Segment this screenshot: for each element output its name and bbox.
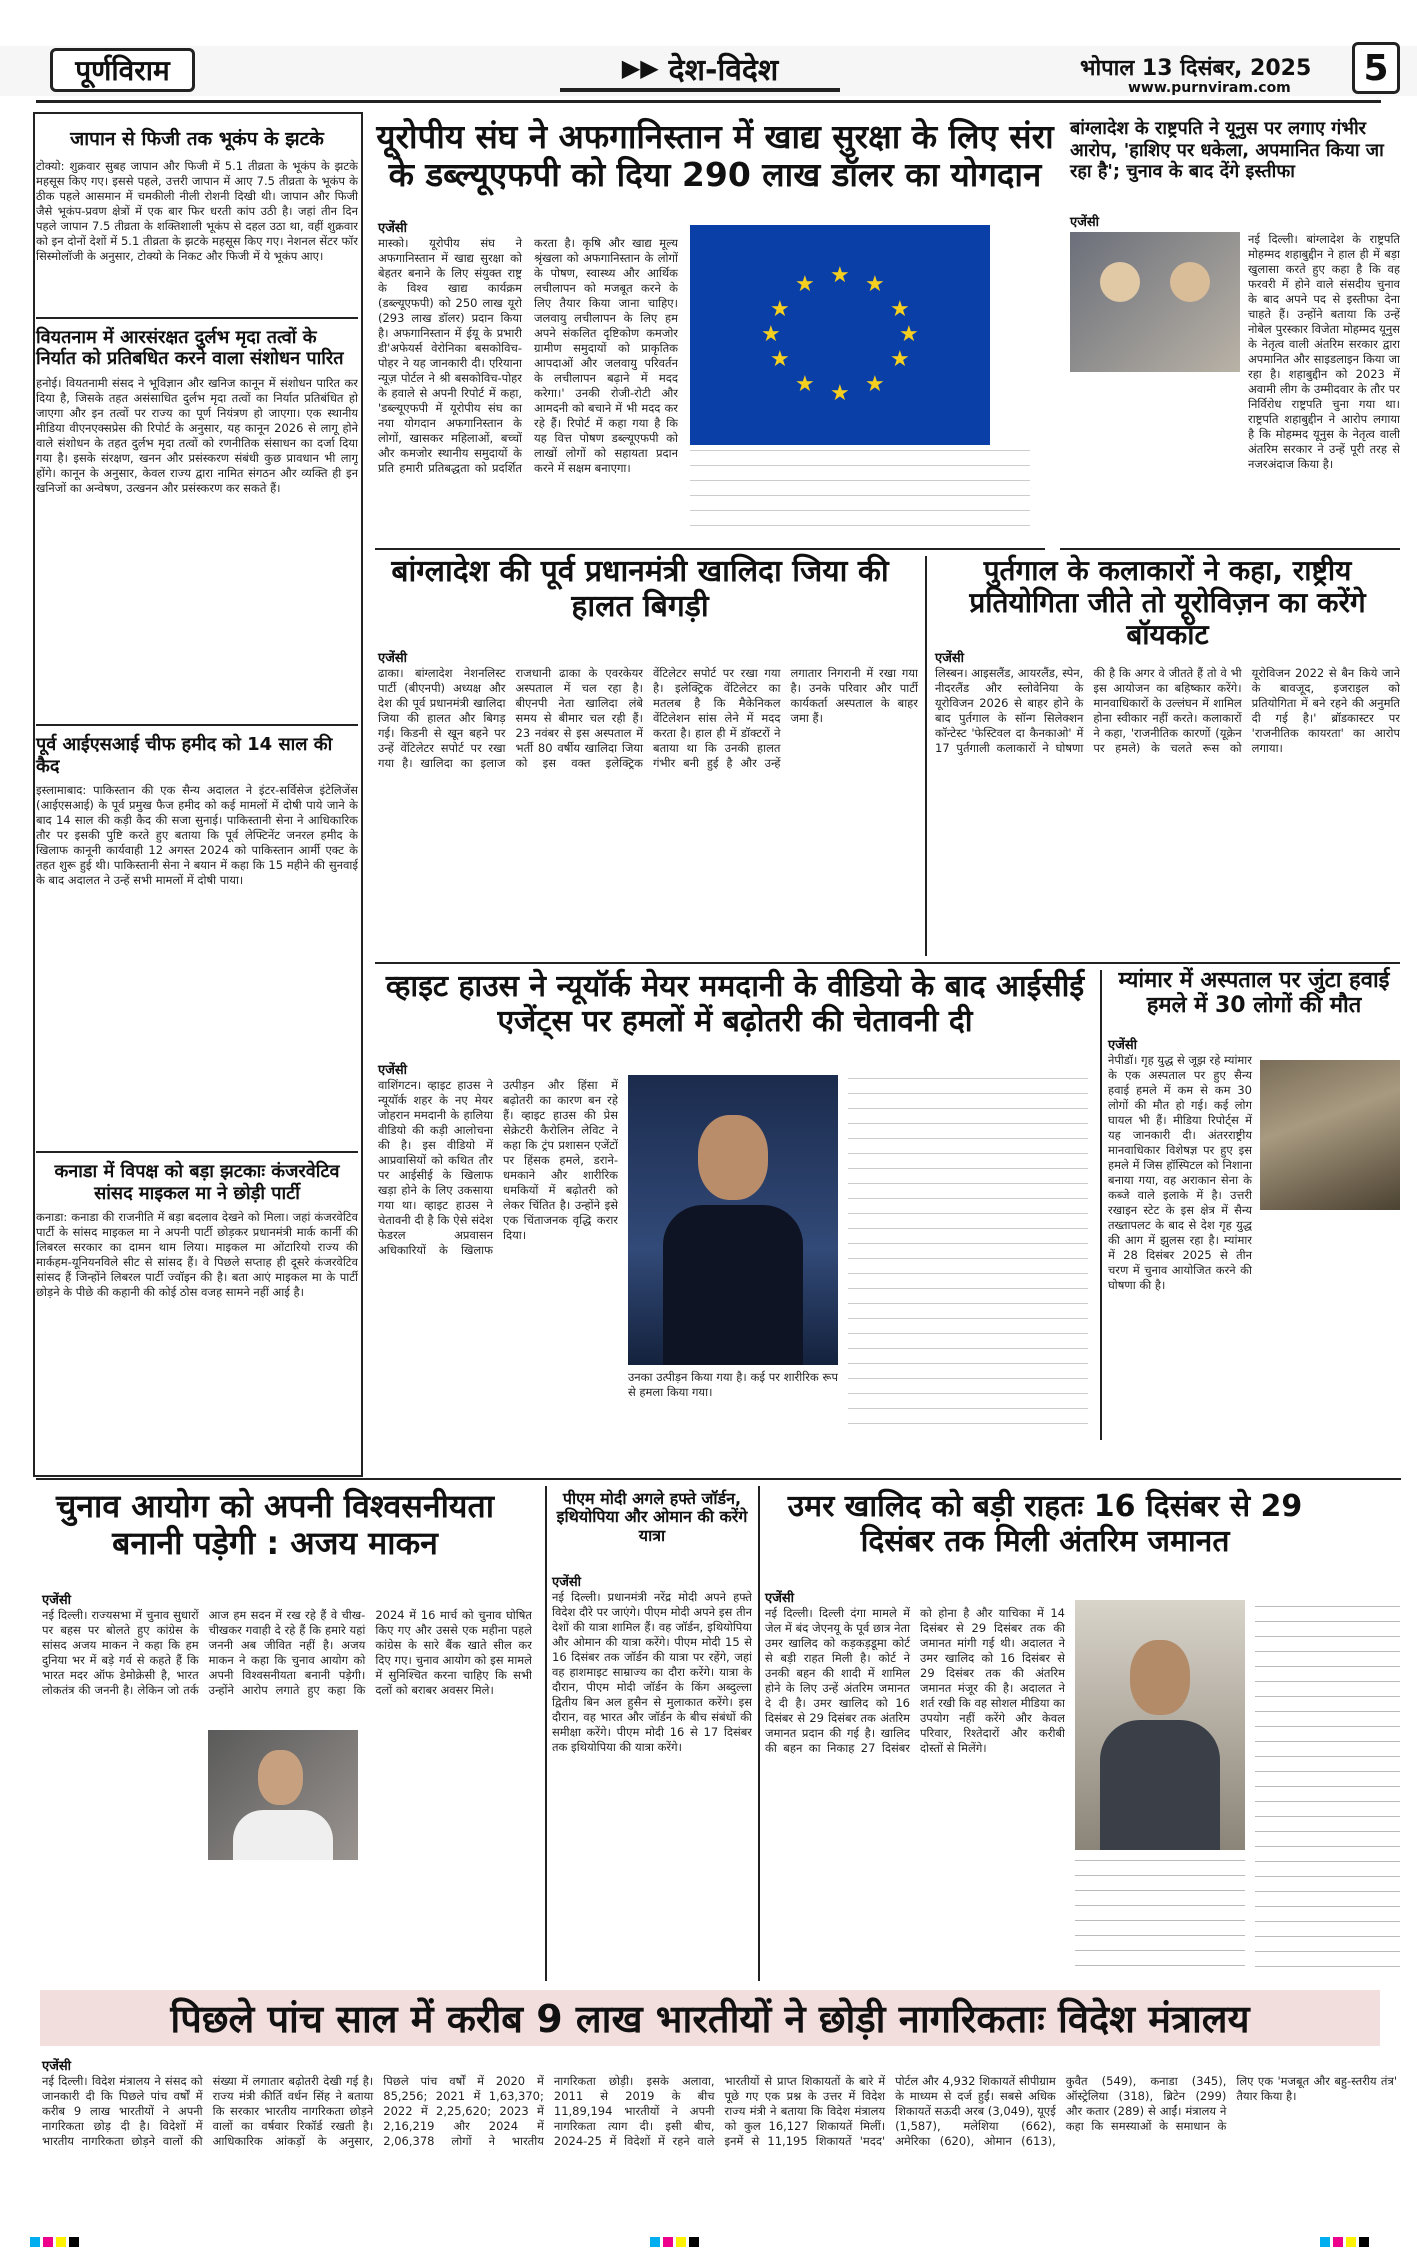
- portugal-text: लिस्बन। आइसलैंड, आयरलैंड, स्पेन, नीदरलैंड और स्लोवेनिया के यूरोविजन 2026 से बाहर होने के बाद पुर्तगाल के सॉन्ग सिलेक्शन कॉन्टेस्ट 'फेस्टिवल दा कैनकाओ' में 17 पुर्तगाली कलाकारों ने घोषणा की है कि अगर वे जीतते हैं तो वे भी इस आयोजन का बहिष्कार करेंगे। मानवाधिकारों के उल्लंघन में शामिल होना स्वीकार नहीं करते। कलाकारों ने कहा, 'राजनीतिक कारणों (यूक्रेन पर हमले) के चलते रूस को यूरोविजन 2022 से बैन किये जाने के बावजूद, इजराइल को प्रतियोगिता में बने रहने की अनुमति दी गई है।' ब्रॉडकास्टर पर 'राजनीतिक कायरता' का आरोप लगाया।: [935, 666, 1400, 755]
- vietnam-headline: वियतनाम में आरसंरक्षत दुर्लभ मृदा तत्वों के निर्यात को प्रतिबधित करने वाला संशोधन पारित: [36, 326, 344, 370]
- modi-text: नई दिल्ली। प्रधानमंत्री नरेंद्र मोदी अपने हफ्ते विदेश दौरे पर जाएंगे। पीएम मोदी अपने इस तीन देशों की यात्रा शामिल हैं। वह जॉर्डन, इथियोपिया और ओमान की यात्रा करेंगे। पीएम मोदी 15 से 16 दिसंबर तक जॉर्डन की यात्रा पर रहेंगे, जहां वह हाशमाइट साम्राज्य का दौरा करेंगे। यात्रा के दौरान, पीएम मोदी जॉर्डन के किंग अब्दुल्ला द्वितीय बिन अल हुसैन से मुलाकात करेंगे। इस दौरान, वह भारत और जॉर्डन के बीच संबंधों की समीक्षा करेंगे। पीएम मोदी 16 से 17 दिसंबर तक इथियोपिया की यात्रा करेंगे।: [552, 1590, 752, 1754]
- bd-agency: एजेंसी: [1070, 215, 1099, 230]
- mamdani-photo: [628, 1075, 838, 1365]
- khaleda-agency: एजेंसी: [378, 651, 407, 666]
- divider: [36, 1478, 1401, 1480]
- canada-text: कनाडा: कनाडा की राजनीति में बड़ा बदलाव देखने को मिला। जहां कंजरवेटिव पार्टी के सांसद माइकल मा ने अपनी पार्टी छोड़कर प्रधानमंत्री मार्क कार्नी की लिबरल सरकार का दामन थाम लिया। माइकल मा ओंटारियो राज्य की मार्कहम-यूनियनविले सीट से सांसद हैं। वे पिछले सप्ताह ही दूसरे कंजरवेटिव सांसद हैं जिन्होंने लिबरल पार्टी ज्वॉइन की है। बता आएं माइकल मा के पार्टी छोड़ने के पीछे की कहानी की कोई ठोस वजह सामने नहीं आई है।: [36, 1210, 358, 1300]
- double-arrow-icon: ▶▶: [621, 54, 659, 82]
- star-icon: ★: [795, 272, 815, 297]
- star-icon: ★: [830, 381, 850, 406]
- khaleda-headline: बांग्लादेश की पूर्व प्रधानमंत्री खालिदा जिया की हालत बिगड़ी: [391, 554, 889, 624]
- star-icon: ★: [890, 297, 910, 322]
- star-icon: ★: [770, 297, 790, 322]
- divider: [1060, 548, 1400, 550]
- portugal-agency: एजेंसी: [935, 651, 964, 666]
- person-icon: [1130, 1640, 1190, 1715]
- portugal-headline: पुर्तगाल के कलाकारों ने कहा, राष्ट्रीय प्रतियोगिता जीते तो यूरोविज़न का करेंगे बॉयकॉट: [969, 554, 1366, 652]
- vietnam-text: हनोई। वियतनामी संसद ने भूविज्ञान और खनिज कानून में संशोधन पारित कर दिया है, जिसके तहत असंसाधित दुर्लभ मृदा तत्वों का निर्यात प्रतिबंधित हो जाएगा और इन तत्वों पर राज्य का पूर्ण नियंत्रण हो जाएगा। एक स्थानीय मीडिया वीएनएक्सप्रेस की रिपोर्ट के अनुसार, यह कानून 2026 से लागू होने वाले संशोधन के तहत दुर्लभ मृदा तत्वों को रणनीतिक संसाधन का दर्जा दिया गया है। इसके संरक्षण, खनन और प्रसंस्करण संबंधी कुछ प्रावधान भी लागू होंगे। कानून के अनुसार, केवल राज्य द्वारा नामित संगठन और व्यक्ति ही इन खनिजों का अन्वेषण, उत्खनन और प्रसंस्करण कर सकते हैं।: [36, 375, 358, 495]
- divider: [758, 1486, 760, 1981]
- modi-headline: पीएम मोदी अगले हफ्ते जॉर्डन, इथियोपिया और ओमान की करेंगे यात्रा: [556, 1489, 748, 1545]
- umar-photo: [1075, 1600, 1245, 1850]
- star-icon: ★: [795, 372, 815, 397]
- person-icon: [258, 1750, 303, 1805]
- body-shape: [1100, 1720, 1220, 1850]
- star-icon: ★: [890, 347, 910, 372]
- color-registration-marks: [650, 2232, 702, 2251]
- eu-text-continued: [690, 450, 1030, 540]
- star-icon: ★: [830, 263, 850, 288]
- masthead: [0, 0, 1417, 105]
- dateline: भोपाल 13 दिसंबर, 2025: [1080, 56, 1312, 81]
- divider: [545, 1486, 547, 1981]
- star-icon: ★: [865, 272, 885, 297]
- myanmar-text: नेपीडॉ। गृह युद्ध से जूझ रहे म्यांमार के एक अस्पताल पर हुए सैन्य हवाई हमले में कम से कम 30 लोगों की मौत हो गई। कई लोग घायल भी हैं। मीडिया रिपोर्ट्स में यह जानकारी दी। अंतरराष्ट्रीय मानवाधिकार विशेषज्ञ पर हुए इस हमले में जिस हॉस्पिटल को निशाना बनाया गया, वह अराकान सेना के कब्जे वाले इलाके में है। उत्तरी रखाइन स्टेट के इस क्षेत्र में सैन्य तख्तापलट के बाद से देश गृह युद्ध की आग में झुलस रहा है। म्यांमार में 28 दिसंबर 2025 से तीन चरण में चुनाव आयोजित करने की घोषणा की है।: [1108, 1053, 1252, 1292]
- website-url[interactable]: www.purnviram.com: [1128, 80, 1291, 96]
- star-icon: ★: [865, 372, 885, 397]
- whitehouse-headline: व्हाइट हाउस ने न्यूयॉर्क मेयर ममदानी के वीडियो के बाद आईसीई एजेंट्स पर हमलों में बढ़ोतरी की चेतावनी दी: [385, 969, 1085, 1039]
- umar-text-bottom: [1075, 1860, 1245, 1980]
- eu-agency: एजेंसी: [378, 221, 407, 236]
- color-registration-marks: [30, 2232, 82, 2251]
- umar-headline: उमर खालिद को बड़ी राहतः 16 दिसंबर से 29 दिसंबर तक मिली अंतरिम जमानत: [787, 1489, 1303, 1559]
- divider: [375, 962, 1400, 964]
- star-icon: ★: [761, 322, 781, 347]
- whitehouse-photo-caption: उनका उत्पीड़न किया गया है। कई पर शारीरिक रूप से हमला किया गया।: [628, 1370, 838, 1399]
- maken-photo: [208, 1730, 358, 1860]
- newspaper-logo[interactable]: पूर्णविराम: [50, 48, 195, 92]
- star-icon: ★: [770, 347, 790, 372]
- divider: [375, 548, 1045, 550]
- khaleda-text: ढाका। बांग्लादेश नेशनलिस्ट पार्टी (बीएनपी) अध्यक्ष और देश की पूर्व प्रधानमंत्री खालिदा जिया की हालत और बिगड़ गई। किडनी से खून बहने पर उन्हें वेंटिलेटर सपोर्ट पर रखा गया है। खालिदा का इलाज राजधानी ढाका के एवरकेयर अस्पताल में चल रहा है। बीएनपी नेता खालिदा लंबे समय से बीमार चल रही हैं। 23 नवंबर से इस अस्पताल में भर्ती 80 वर्षीय खालिदा जिया को इस वक्त इलेक्ट्रिक वेंटिलेटर सपोर्ट पर रखा गया है। इलेक्ट्रिक वेंटिलेटर का मतलब है कि मैकेनिकल वेंटिलेशन सांस लेने में मदद करता है। हाल ही में डॉक्टरों ने बताया था कि उनकी हालत गंभीर बनी हुई है और उन्हें लगातार निगरानी में रखा गया है। उनके परिवार और पार्टी कार्यकर्ता अस्पताल के बाहर जमा हैं।: [378, 666, 918, 770]
- suit-shape: [663, 1205, 803, 1365]
- whitehouse-agency: एजेंसी: [378, 1063, 407, 1078]
- section-label: देश-विदेश: [668, 52, 779, 88]
- page-number: 5: [1352, 42, 1400, 94]
- left-column-border: [33, 112, 363, 1477]
- person-icon: [698, 1115, 768, 1200]
- masthead-rule: [36, 100, 1381, 103]
- divider: [1100, 970, 1102, 1440]
- japan-text: टोक्यो: शुक्रवार सुबह जापान और फिजी में 5.1 तीव्रता के भूकंप के झटके महसूस किए गए। इससे पहले, उत्तरी जापान में आए 7.5 तीव्रता के भूकंप के ठीक पहले आसमान में चमकीली नीली रोशनी दिखी थी। जापान और फिजी जैसे भूकंप-प्रवण क्षेत्रों में एक बार फिर धरती कांप उठी है। जहां तीन दिन पहले जापान 7.5 तीव्रता के शक्तिशाली भूकंप से दहल उठा था, वहीं शुक्रवार को इन दोनों देशों में 5.1 तीव्रता के झटके महसूस किए गए। नेशनल सेंटर फॉर सिस्मोलॉजी के अनुसार, टोक्यो के निकट और फिजी में ये भूकंप आए।: [36, 158, 358, 263]
- isi-text: इस्लामाबाद: पाकिस्तान की एक सैन्य अदालत ने इंटर-सर्विसेज इंटेलिजेंस (आईएसआई) के पूर्व प्रमुख फैज हमीद को कई मामलों में दोषी पाये जाने के बाद 14 साल की कड़ी कैद की सजा सुनाई। पाकिस्तानी सेना ने आधिकारिक तौर पर इसकी पुष्टि करते हुए बताया कि पूर्व लेफ्टिनेंट जनरल हमीद के खिलाफ कानूनी कार्यवाही 12 अगस्त 2024 को पाकिस्तान आर्मी एक्ट के तहत शुरू हुई थी। पाकिस्तानी सेना ने बयान में कहा कि 15 महीने की सुनवाई के बाद अदालत ने उन्हें सभी मामलों में दोषी पाया।: [36, 783, 358, 888]
- myanmar-headline: म्यांमार में अस्पताल पर जुंटा हवाई हमले में 30 लोगों की मौत: [1118, 968, 1390, 1019]
- canada-headline: कनाडा में विपक्ष को बड़ा झटकाः कंजरवेटिव सांसद माइकल मा ने छोड़ी पार्टी: [54, 1161, 340, 1204]
- umar-agency: एजेंसी: [765, 1591, 794, 1606]
- body-shape: [233, 1810, 333, 1860]
- star-icon: ★: [899, 322, 919, 347]
- color-registration-marks: [1320, 2232, 1372, 2251]
- divider: [925, 556, 927, 956]
- section-title: [560, 48, 840, 92]
- maken-headline: चुनाव आयोग को अपनी विश्वसनीयता बनानी पड़ेगी : अजय माकन: [55, 1487, 495, 1562]
- eu-text: मास्को। यूरोपीय संघ ने अफगानिस्तान में खाद्य सुरक्षा को बेहतर बनाने के लिए संयुक्त राष्ट्र के विश्व खाद्य कार्यक्रम (डब्ल्यूएफपी) को 250 लाख यूरो (293 लाख डॉलर) प्रदान किया है। अफगानिस्तान में ईयू के प्रभारी डी'अफेयर्स वेरोनिका बसकोविच-पोहर ने यह जानकारी दी। एरियाना न्यूज़ पोर्टल ने श्री बसकोविच-पोहर के हवाले से अपनी रिपोर्ट में कहा, 'डब्ल्यूएफपी में यूरोपीय संघ का नया योगदान अफगानिस्तान के लोगों, खासकर महिलाओं, बच्चों और कमजोर स्थानीय समुदायों के प्रति हमारी प्रतिबद्धता को प्रदर्शित करता है। कृषि और खाद्य मूल्य श्रृंखला को अफगानिस्तान के लोगों के पोषण, स्वास्थ्य और आर्थिक लचीलापन को मजबूत करने के लिए तैयार किया जाना चाहिए। जलवायु लचीलापन के लिए हम अपने संकलित दृष्टिकोण कमजोर ग्रामीण समुदायों को प्राकृतिक आपदाओं और जलवायु परिवर्तन के लचीलापन बढ़ाने में मदद करेगा।' उनकी रोजी-रोटी और आमदनी को बचाने में भी मदद कर रहे हैं। रिपोर्ट में कहा गया है कि यह वित्त पोषण डब्ल्यूएफपी को लाखों लोगों को सहायता प्रदान करने में सक्षम बनाएगा।: [378, 236, 678, 475]
- citizenship-agency: एजेंसी: [42, 2059, 71, 2074]
- umar-text: नई दिल्ली। दिल्ली दंगा मामले में जेल में बंद जेएनयू के पूर्व छात्र नेता उमर खालिद को कड़कड़डूमा कोर्ट से बड़ी राहत मिली है। कोर्ट ने उनकी बहन की शादी में शामिल होने के लिए उन्हें अंतरिम जमानत दे दी है। उमर खालिद को 16 दिसंबर से 29 दिसंबर तक अंतरिम जमानत प्रदान की गई है। खालिद की बहन का निकाह 27 दिसंबर को होना है और याचिका में 14 दिसंबर से 29 दिसंबर तक की जमानत मांगी गई थी। अदालत ने उमर खालिद को 16 दिसंबर से 29 दिसंबर तक की अंतरिम जमानत मंजूर की है। अदालत ने शर्त रखी कि वह सोशल मीडिया का उपयोग नहीं करेंगे और केवल परिवार, रिश्तेदारों और करीबी दोस्तों से मिलेंगे।: [765, 1606, 1065, 1755]
- modi-agency: एजेंसी: [552, 1575, 581, 1590]
- myanmar-agency: एजेंसी: [1108, 1038, 1137, 1053]
- eu-flag-photo: [690, 225, 990, 445]
- isi-headline: पूर्व आईएसआई चीफ हमीद को 14 साल की कैद: [36, 733, 333, 777]
- citizenship-text: नई दिल्ली। विदेश मंत्रालय ने संसद को जानकारी दी कि पिछले पांच वर्षों में करीब 9 लाख भारतीयों ने अपनी नागरिकता छोड़ दी है। विदेशों में भारतीय नागरिकता छोड़ने वालों की संख्या में लगातार बढ़ोतरी देखी गई है। राज्य मंत्री कीर्ति वर्धन सिंह ने बताया कि सरकार भारतीय नागरिकता छोड़ने वालों का वर्षवार रिकॉर्ड रखती है। आधिकारिक आंकड़ों के अनुसार, पिछले पांच वर्षों में 2020 में 85,256; 2021 में 1,63,370; 2022 में 2,25,620; 2023 में 2,16,219 और 2024 में 2,06,378 लोगों ने भारतीय नागरिकता छोड़ी। इसके अलावा, 2011 से 2019 के बीच 11,89,194 भारतीयों ने अपनी नागरिकता त्याग दी। इसी बीच, 2024-25 में विदेशों में रहने वाले भारतीयों से प्राप्त शिकायतों के बारे में पूछे गए एक प्रश्न के उत्तर में विदेश राज्य मंत्री ने बताया कि विदेश मंत्रालय को कुल 16,127 शिकायतें मिलीं। इनमें से 11,195 शिकायतें 'मदद' पोर्टल और 4,932 शिकायतें सीपीग्राम के माध्यम से दर्ज हुईं। सबसे अधिक शिकायतें सऊदी अरब (3,049), यूएई (1,587), मलेशिया (662), अमेरिका (620), ओमान (613), कुवैत (549), कनाडा (345), ऑस्ट्रेलिया (318), ब्रिटेन (299) और कतार (289) से आईं। मंत्रालय ने कहा कि समस्याओं के समाधान के लिए एक 'मजबूत और बहु-स्तरीय तंत्र' तैयार किया है।: [42, 2074, 1397, 2148]
- eu-headline: यूरोपीय संघ ने अफगानिस्तान में खाद्य सुरक्षा के लिए संरा के डब्ल्यूएफपी को दिया 290 लाख डॉलर का योगदान: [376, 117, 1054, 194]
- japan-headline: जापान से फिजी तक भूकंप के झटके: [70, 128, 324, 150]
- whitehouse-text-continued: [848, 1078, 1088, 1438]
- bd-text: नई दिल्ली। बांग्लादेश के राष्ट्रपति मोहम्मद शहाबुद्दीन ने हाल ही में बड़ा खुलासा करते हुए कहा है कि वह फरवरी में होने वाले संसदीय चुनाव के बाद अपने पद से इस्तीफा देना चाहते हैं। उन्होंने बताया कि उन्हें नोबेल पुरस्कार विजेता मोहम्मद यूनुस के नेतृत्व वाली अंतरिम सरकार द्वारा अपमानित और साइडलाइन किया जा रहा है। शहाबुद्दीन को 2023 में अवामी लीग के उम्मीदवार के तौर पर निर्विरोध राष्ट्रपति चुना गया था। राष्ट्रपति शहाबुद्दीन ने आरोप लगाया है कि मोहम्मद यूनुस के नेतृत्व वाली अंतरिम सरकार ने उन्हें पूरी तरह से नजरअंदाज किया है।: [1248, 232, 1400, 471]
- citizenship-banner: पिछले पांच साल में करीब 9 लाख भारतीयों ने छोड़ी नागरिकताः विदेश मंत्रालय: [40, 1990, 1380, 2046]
- maken-text: नई दिल्ली। राज्यसभा में चुनाव सुधारों पर बहस पर बोलते हुए कांग्रेस के सांसद अजय माकन ने कहा कि हम दुनिया भर में बड़े गर्व से कहते हैं कि भारत मदर ऑफ डेमोक्रेसी है, भारत लोकतंत्र की जननी है। लेकिन जो तर्क आज हम सदन में रख रहे हैं वे चीख-चीखकर गवाही दे रहे हैं कि हमारे यहां जननी अब जीवित नहीं है। अजय माकन ने कहा कि चुनाव आयोग को अपनी विश्वसनीयता बनानी पड़ेगी। उन्होंने आरोप लगाते हुए कहा कि 2024 में 16 मार्च को चुनाव घोषित किए गए और उससे एक महीना पहले कांग्रेस के सारे बैंक खाते सील कर दिए गए। चुनाव आयोग को इस मामले में सुनिश्चित करना चाहिए कि सभी दलों को बराबर अवसर मिले।: [42, 1608, 532, 1697]
- umar-text-continued: [1255, 1606, 1400, 1981]
- maken-agency: एजेंसी: [42, 1593, 71, 1608]
- whitehouse-text: वाशिंगटन। व्हाइट हाउस ने न्यूयॉर्क शहर के नए मेयर जोहरान ममदानी के हालिया वीडियो की कड़ी आलोचना की है। इस वीडियो में आप्रवासियों को कथित तौर पर आईसीई के खिलाफ खड़ा होने के लिए उकसाया गया था। व्हाइट हाउस ने चेतावनी दी है कि ऐसे संदेश फेडरल अप्रवासन अधिकारियों के खिलाफ उत्पीड़न और हिंसा में बढ़ोतरी का कारण बन रहे हैं। व्हाइट हाउस की प्रेस सेक्रेटरी कैरोलिन लेविट ने कहा कि ट्रंप प्रशासन एजेंटों पर हिंसक हमले, डराने-धमकाने और शारीरिक धमकियों में बढ़ोतरी को लेकर चिंतित है। उन्होंने इसे एक चिंताजनक वृद्धि करार दिया।: [378, 1078, 618, 1257]
- bd-president-headline: बांग्लादेश के राष्ट्रपति ने यूनुस पर लगाए गंभीर आरोप, 'हाशिए पर धकेला, अपमानित किया जा रहा है'; चुनाव के बाद देंगे इस्तीफा: [1070, 118, 1384, 183]
